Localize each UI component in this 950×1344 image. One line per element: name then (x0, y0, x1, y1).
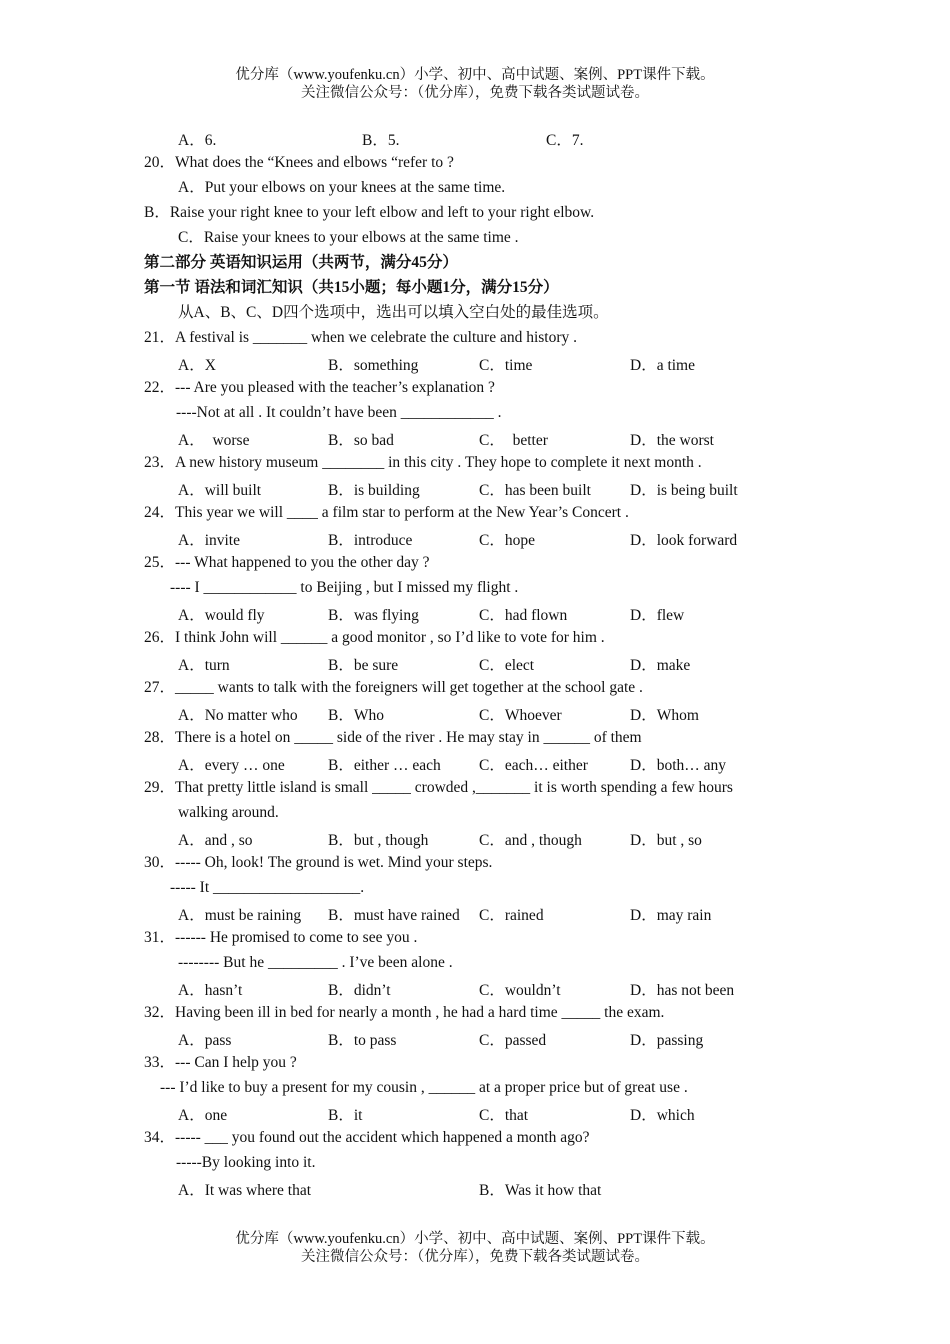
option-a: A．will built (178, 482, 262, 499)
option-a: A．No matter who (178, 707, 298, 724)
option-a: A．one (178, 1107, 228, 1124)
option-a: A．It was where that (178, 1182, 311, 1199)
question-stem-continued: -------- But he _________ . I’ve been alone . (178, 954, 453, 971)
section-instruction: 从A、B、C、D四个选项中，选出可以填入空白处的最佳选项。 (178, 304, 609, 321)
page-header-line2: 关注微信公众号：（优分库），免费下载各类试题试卷。 (301, 85, 649, 101)
option-c: C． better (479, 432, 548, 449)
page-footer-line1: 优分库（www.youfenku.cn）小学、初中、高中试题、案例、PPT课件下载。 (235, 1231, 715, 1247)
question-stem: 34．----- ___ you found out the accident which happened a month ago? (144, 1129, 590, 1146)
question-stem-continued: -----By looking into it. (176, 1154, 316, 1171)
option-c: C．that (479, 1107, 529, 1124)
question-stem-continued: ----Not at all . It couldn’t have been ____________ . (176, 404, 502, 421)
question-stem: 29．That pretty little island is small _____ crowded ,_______ it is worth spending a few hours (144, 779, 733, 796)
option-b: B．is building (328, 482, 420, 499)
option-d: D．the worst (630, 432, 714, 449)
option-d: D．may rain (630, 907, 712, 924)
question-stem: 21．A festival is _______ when we celebrate the culture and history . (144, 329, 578, 346)
option-b: B．so bad (328, 432, 394, 449)
question-20-option-a: A．Put your elbows on your knees at the same time. (178, 179, 506, 196)
question-20-option-b: B．Raise your right knee to your left elbow and left to your right elbow. (144, 204, 595, 221)
question-stem: 24．This year we will ____ a film star to perform at the New Year’s Concert . (144, 504, 629, 521)
question-stem: 28．There is a hotel on _____ side of the river . He may stay in ______ of them (144, 729, 642, 746)
option-d: D．but , so (630, 832, 702, 849)
question-stem: 33．--- Can I help you ? (144, 1054, 297, 1071)
option-b: B．must have rained (328, 907, 460, 924)
option-d: D．which (630, 1107, 695, 1124)
option-a: A．X (178, 357, 216, 374)
option-b: B．but , though (328, 832, 429, 849)
option-c: C．each… either (479, 757, 588, 774)
question-20-option-c: C．Raise your knees to your elbows at the same time . (178, 229, 519, 246)
option-c: C．elect (479, 657, 535, 674)
option-b: B．was flying (328, 607, 419, 624)
option-a: A．6. (178, 132, 217, 149)
question-stem: 27．_____ wants to talk with the foreigners will get together at the school gate . (144, 679, 643, 696)
option-b: B．didn’t (328, 982, 391, 999)
option-c: C．Whoever (479, 707, 562, 724)
option-c: C．time (479, 357, 533, 374)
option-a: A． worse (178, 432, 250, 449)
page-header-line1: 优分库（www.youfenku.cn）小学、初中、高中试题、案例、PPT课件下载。 (235, 67, 715, 83)
option-d: D．flew (630, 607, 685, 624)
option-c: C．had flown (479, 607, 568, 624)
option-a: A．hasn’t (178, 982, 243, 999)
option-a: A．every … one (178, 757, 285, 774)
option-a: A．pass (178, 1032, 232, 1049)
option-a: A．must be raining (178, 907, 302, 924)
option-d: D．has not been (630, 982, 735, 999)
option-d: D．a time (630, 357, 695, 374)
question-stem: 30．----- Oh, look! The ground is wet. Mind your steps. (144, 854, 493, 871)
option-c: C．7. (546, 132, 584, 149)
option-b: B．either … each (328, 757, 441, 774)
option-d: D．passing (630, 1032, 704, 1049)
page-footer-line2: 关注微信公众号：（优分库），免费下载各类试题试卷。 (301, 1249, 649, 1265)
option-b: B．it (328, 1107, 363, 1124)
question-stem: 22．--- Are you pleased with the teacher’s explanation ? (144, 379, 495, 396)
option-a: A．invite (178, 532, 240, 549)
option-b: B．something (328, 357, 419, 374)
section-1-title: 第一节 语法和词汇知识（共15小题；每小题1分，满分15分） (144, 279, 559, 296)
option-b: B．be sure (328, 657, 399, 674)
question-stem: 32．Having been ill in bed for nearly a month , he had a hard time _____ the exam. (144, 1004, 665, 1021)
question-stem-continued: --- I’d like to buy a present for my cousin , ______ at a proper price but of great use . (160, 1079, 688, 1096)
option-d: D．is being built (630, 482, 738, 499)
question-stem: 26．I think John will ______ a good monitor , so I’d like to vote for him . (144, 629, 605, 646)
option-c: C．rained (479, 907, 544, 924)
option-a: A．turn (178, 657, 230, 674)
option-d: D．look forward (630, 532, 738, 549)
question-stem: 31．------ He promised to come to see you . (144, 929, 418, 946)
part-2-title: 第二部分 英语知识运用（共两节，满分45分） (144, 254, 458, 271)
question-stem: 23．A new history museum ________ in this city . They hope to complete it next month . (144, 454, 702, 471)
option-d: D．both… any (630, 757, 727, 774)
option-b: B．5. (362, 132, 400, 149)
option-c: C．hope (479, 532, 535, 549)
question-stem-continued: walking around. (178, 804, 279, 821)
option-d: D．Whom (630, 707, 699, 724)
question-stem: 25．--- What happened to you the other day ? (144, 554, 430, 571)
option-c: C．wouldn’t (479, 982, 561, 999)
option-c: B．Was it how that (479, 1182, 602, 1199)
option-c: C．passed (479, 1032, 547, 1049)
option-a: A．and , so (178, 832, 253, 849)
option-a: A．would fly (178, 607, 265, 624)
option-b: B．Who (328, 707, 384, 724)
option-d: D．make (630, 657, 691, 674)
option-b: B．introduce (328, 532, 413, 549)
option-c: C．and , though (479, 832, 582, 849)
question-20-stem: 20．What does the “Knees and elbows “refer to ? (144, 154, 454, 171)
question-stem-continued: ---- I ____________ to Beijing , but I missed my flight . (170, 579, 519, 596)
option-b: B．to pass (328, 1032, 397, 1049)
option-c: C．has been built (479, 482, 591, 499)
question-stem-continued: ----- It ___________________. (170, 879, 365, 896)
